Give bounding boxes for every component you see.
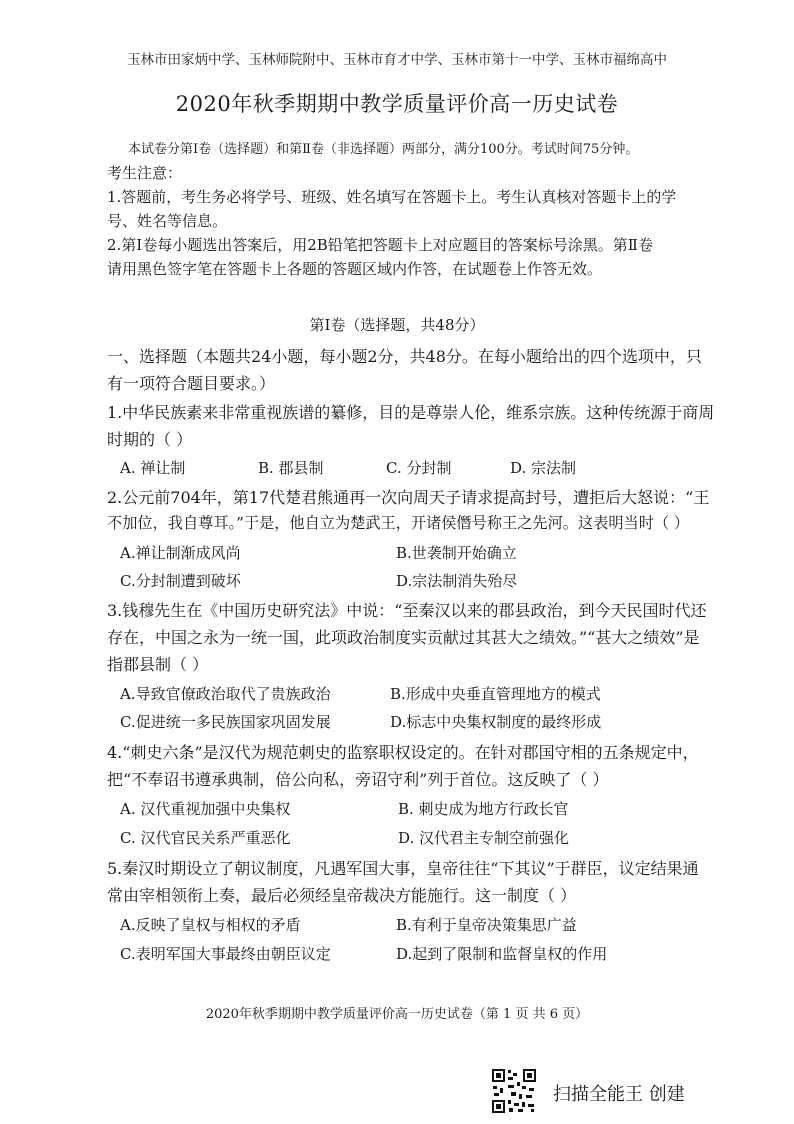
notice-line: 号、姓名等信息。 [107,212,228,230]
scanner-watermark: 扫描全能王 创建 [553,1084,685,1105]
option-b: B.形成中央垂直管理地方的模式 [390,685,601,703]
question-3-stem: 存在，中国之永为一统一国，此项政治制度实贡献过其甚大之绩效。”“甚大之绩效”是 [107,628,700,647]
question-2-stem: 2.公元前704年，第17代楚君熊通再一次向周天子请求提高封号，遭拒后大怒说：“王 [107,488,710,507]
notice-line: 请用黑色签字笔在答题卡上各题的答题区域内作答，在试题卷上作答无效。 [107,260,603,278]
question-2-stem: 不加位，我自尊耳。”于是，他自立为楚武王，开诸侯僭号称王之先河。这表明当时（ ） [107,514,690,532]
section-intro: 有一项符合题目要求。） [107,374,276,393]
question-1-stem: 时期的（ ） [107,430,193,449]
page-title: 2020年秋季期期中教学质量评价高一历史试卷 [175,92,619,116]
exam-intro: 本试卷分第Ⅰ卷（选择题）和第Ⅱ卷（非选择题）两部分，满分100分。考试时间75分钟。 [128,142,639,157]
option-a: A.反映了皇权与相权的矛盾 [120,916,301,934]
option-b: B.有利于皇帝决策集思广益 [396,916,577,934]
section-title: 第Ⅰ卷（选择题，共48分） [309,316,485,334]
option-a: A. 汉代重视加强中央集权 [120,800,291,818]
question-3-stem: 3.钱穆先生在《中国历史研究法》中说：“至秦汉以来的郡县政治，到今天民国时代还 [107,601,707,620]
qr-code-icon [491,1068,537,1114]
notice-line: 1.答题前，考生务必将学号、班级、姓名填写在答题卡上。考生认真核对答题卡上的学 [107,188,677,206]
question-5-stem: 5.秦汉时期设立了朝议制度，凡遇军国大事，皇帝往往“下其议”于群臣，议定结果通 [107,859,699,878]
option-a: A.禅让制渐成风尚 [120,544,241,562]
option-c: C.分封制遭到破坏 [120,572,241,590]
option-c: C.促进统一多民族国家巩固发展 [120,713,331,731]
question-1-stem: 1.中华民族素来非常重视族谱的纂修，目的是尊崇人伦，维系宗族。这种传统源于商周 [107,403,715,422]
section-intro: 一、选择题（本题共24小题，每小题2分，共48分。在每小题给出的四个选项中，只 [107,347,702,366]
option-a: A. 禅让制 [120,459,186,477]
page-footer: 2020年秋季期期中教学质量评价高一历史试卷（第 1 页 共 6 页） [205,1007,589,1022]
option-c: C. 分封制 [386,459,452,477]
school-list: 玉林市田家炳中学、玉林师院附中、玉林市育才中学、玉林市第十一中学、玉林市福绵高中 [127,52,667,68]
option-b: B. 郡县制 [258,459,324,477]
option-c: C.表明军国大事最终由朝臣议定 [120,945,331,963]
option-d: D.标志中央集权制度的最终形成 [390,713,602,731]
option-a: A.导致官僚政治取代了贵族政治 [120,685,331,703]
option-d: D. 宗法制 [510,459,577,477]
question-4-stem: 4.“刺史六条”是汉代为规范刺史的监察职权设定的。在针对郡国守相的五条规定中， [107,743,699,762]
notice-line: 2.第Ⅰ卷每小题选出答案后，用2B铅笔把答题卡上对应题目的答案标号涂黑。第Ⅱ卷 [107,236,654,254]
question-5-stem: 常由宰相领衔上奏，最后必须经皇帝裁决方能施行。这一制度（ ） [107,886,577,905]
option-b: B.世袭制开始确立 [396,544,517,562]
option-c: C. 汉代官民关系严重恶化 [120,829,291,847]
option-d: D.宗法制消失殆尽 [396,572,518,590]
option-b: B. 刺史成为地方行政长官 [398,800,569,818]
question-3-stem: 指郡县制（ ） [107,655,209,674]
option-d: D.起到了限制和监督皇权的作用 [396,945,608,963]
notice-title: 考生注意： [107,164,183,182]
option-d: D. 汉代君主专制空前强化 [398,829,570,847]
question-4-stem: 把“不奉诏书遵承典制，倍公向私，旁诏守利”列于首位。这反映了（ ） [107,770,609,789]
